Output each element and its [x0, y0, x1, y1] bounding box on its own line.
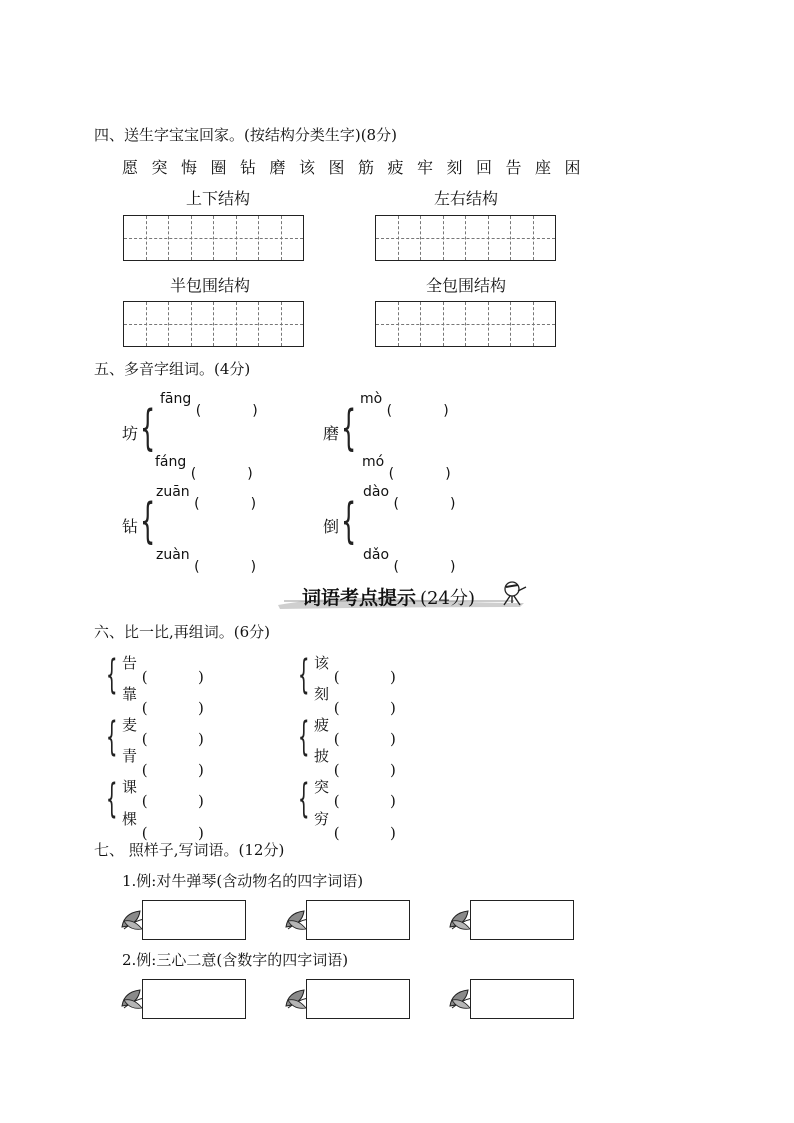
pinyin-option: zuàn	[156, 547, 190, 563]
brace-icon: {	[106, 776, 118, 822]
q4-char: 磨	[269, 158, 286, 177]
compare-item: 麦	[122, 716, 138, 734]
brace-icon: {	[140, 400, 156, 456]
polyphone-char: 倒	[323, 517, 340, 536]
q4-char: 悔	[181, 158, 198, 177]
pinyin-option: fāng	[160, 391, 192, 407]
q4-char: 回	[476, 158, 493, 177]
banner-title: 词语考点提示 (24分)	[302, 587, 475, 609]
writing-grid-half-enclosed[interactable]	[123, 301, 304, 347]
brace-icon: {	[140, 493, 156, 549]
compare-item: 靠	[122, 685, 138, 703]
q7-sub1: 1.例:对牛弹琴(含动物名的四字词语)	[122, 872, 364, 890]
q4-char: 牢	[417, 158, 434, 177]
q4-char-list	[122, 155, 594, 178]
answer-box[interactable]	[306, 979, 410, 1019]
polyphone-char: 钻	[122, 517, 139, 536]
pinyin-option: fáng	[155, 454, 187, 470]
q4-char: 突	[151, 158, 168, 177]
brace-icon: {	[106, 714, 118, 760]
group-label-half-enclosed: 半包围结构	[169, 276, 250, 295]
compare-item: 青	[122, 747, 138, 765]
mascot-icon	[504, 582, 526, 605]
compare-item: 疲	[314, 716, 330, 734]
brace-icon: {	[341, 400, 357, 456]
group-label-left-right: 左右结构	[433, 189, 498, 208]
q5-title: 五、多音字组词。(4分)	[94, 360, 251, 378]
group-label-full-enclosed: 全包围结构	[425, 276, 506, 295]
writing-grid-top-bottom[interactable]	[123, 215, 304, 261]
q4-char: 愿	[122, 158, 139, 177]
writing-grid-left-right[interactable]	[375, 215, 556, 261]
group-label-top-bottom: 上下结构	[185, 189, 250, 208]
writing-grid-full-enclosed[interactable]	[375, 301, 556, 347]
q4-char: 该	[299, 158, 316, 177]
q4-char: 告	[505, 158, 522, 177]
compare-item: 该	[314, 654, 330, 672]
q4-char: 困	[564, 158, 581, 177]
compare-item: 课	[122, 778, 138, 796]
compare-item: 棵	[122, 810, 138, 828]
q4-char: 疲	[387, 158, 404, 177]
q4-title: 四、送生字宝宝回家。(按结构分类生字)(8分)	[94, 126, 397, 144]
compare-item: 突	[314, 778, 330, 796]
pinyin-option: dào	[363, 484, 390, 500]
q4-char: 刻	[446, 158, 463, 177]
q7-title: 七、 照样子,写词语。(12分)	[94, 841, 285, 859]
brace-icon: {	[341, 493, 357, 549]
answer-box[interactable]	[306, 900, 410, 940]
answer-box[interactable]	[470, 900, 574, 940]
compare-item: 披	[314, 747, 330, 765]
q4-char: 图	[328, 158, 345, 177]
answer-box[interactable]	[142, 900, 246, 940]
q4-char: 圈	[210, 158, 227, 177]
brace-icon: {	[298, 652, 310, 698]
q4-char: 座	[535, 158, 552, 177]
pinyin-option: zuān	[156, 484, 190, 500]
answer-box[interactable]	[470, 979, 574, 1019]
pinyin-option: mó	[362, 454, 385, 470]
compare-item: 告	[122, 654, 138, 672]
polyphone-char: 磨	[323, 424, 340, 443]
brace-icon: {	[106, 652, 118, 698]
compare-item: 刻	[314, 685, 330, 703]
q7-sub2: 2.例:三心二意(含数字的四字词语)	[122, 951, 349, 969]
brace-icon: {	[298, 776, 310, 822]
q4-char: 钻	[240, 158, 257, 177]
brace-icon: {	[298, 714, 310, 760]
answer-box[interactable]	[142, 979, 246, 1019]
pinyin-option: dǎo	[363, 547, 390, 563]
compare-item: 穷	[314, 810, 330, 828]
q4-char: 筋	[358, 158, 375, 177]
pinyin-option: mò	[360, 391, 383, 407]
polyphone-char: 坊	[122, 424, 139, 443]
q6-title: 六、比一比,再组词。(6分)	[94, 623, 271, 641]
